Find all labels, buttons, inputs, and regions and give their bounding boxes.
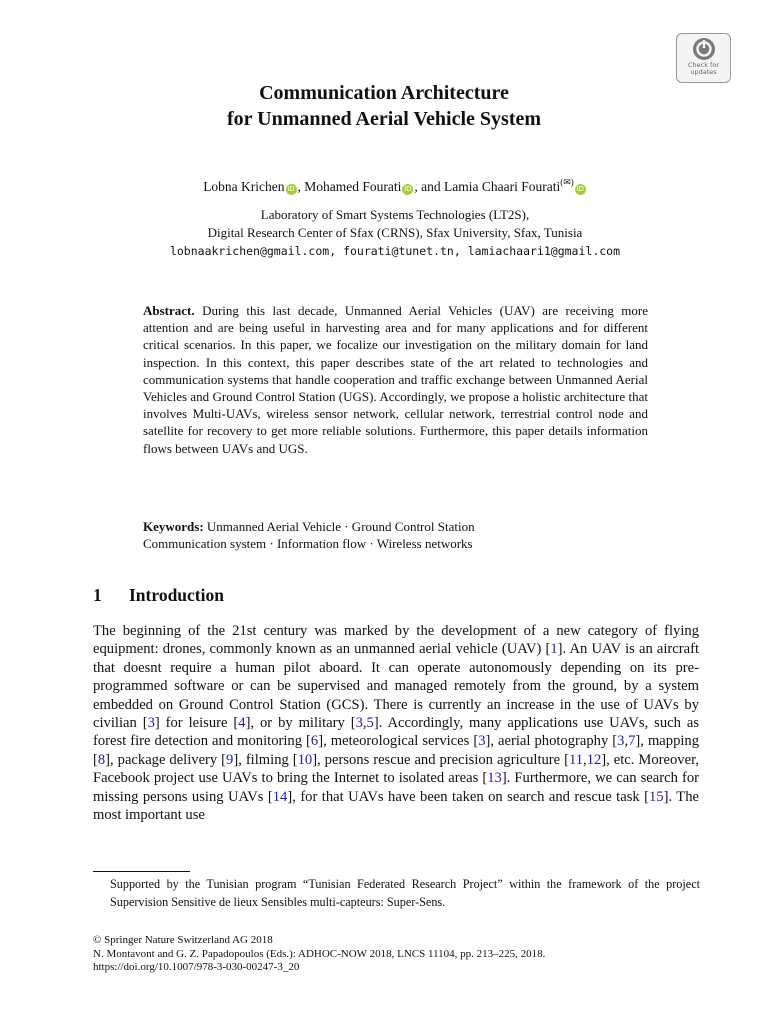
intro-text: ], mapping [ (93, 733, 700, 768)
keywords-label: Keywords: (143, 519, 204, 534)
affiliation (0, 206, 768, 260)
author-list: Lobna Krichen iD , Mohamed Fourati iD , and Lamia Chaari Fourati(✉)iD (203, 177, 584, 194)
email-list: lobnaakrichen@gmail.com, fourati@tunet.tn, lamiachaari1@gmail.com (169, 244, 621, 258)
citation-link[interactable]: 13 (487, 770, 502, 787)
intro-text: , (624, 733, 629, 750)
section-number: 1 (93, 585, 102, 605)
paper-title (0, 80, 768, 132)
orcid-icon[interactable]: iD (576, 185, 584, 193)
intro-text: ]. Furthermore, we can search for missing persons using UAVs [ (93, 770, 699, 805)
intro-text: ], etc. Moreover, Facebook project use UAVs to bring the Internet to isolated areas [ (93, 751, 699, 787)
citation-link[interactable]: 6 (310, 733, 319, 750)
intro-text: ], package delivery [ (105, 751, 227, 768)
author-name: Mohamed Fourati (304, 179, 402, 194)
intro-text: , (583, 751, 587, 768)
footnote: Supported by the Tunisian program “Tunisian Federated Research Project” within the framework of the project Supervision Sensitive de lieux Sensibles multi-capteurs: Super-Sens. (110, 877, 700, 909)
citation-link[interactable]: 15 (649, 788, 664, 805)
citation-link[interactable]: 9 (226, 751, 234, 768)
abstract-label: Abstract. (143, 303, 195, 318)
intro-text: The beginning of the 21st century was marked by the development of a new category of flying equipment: drones, commonly known as an unmanned aerial vehicle (UAV) [ (93, 623, 699, 658)
abstract-text: During this last decade, Unmanned Aerial Vehicles (UAV) are receiving more attention and are being useful in harvesting area and for many applications and for different critical scenarios. In this paper, we focalize our investigation on the military domain for land inspection. In this context, this paper describes state of the art related to technologies and communication systems that handle cooperation and traffic exchange between Unmanned Aerial Vehicles and Ground Control Station (UGS). Accordingly, we propose a holistic architecture that involves Multi-UAVs, wireless sensor network, cellular network, terrestrial control node and satellite for recovery to get more reliable solutions. Furthermore, this paper details information flows between UAVs and UGS. (143, 303, 649, 456)
orcid-icon[interactable]: iD (287, 185, 295, 193)
copyright-line: © Springer Nature Switzerland AG 2018 (93, 934, 273, 946)
check-for-updates-badge[interactable] (676, 33, 731, 83)
section-heading (93, 584, 224, 606)
check-updates-icon (692, 37, 716, 61)
intro-text: ], meteorological services [ (318, 733, 479, 750)
intro-text: , (362, 715, 367, 732)
section-title: Introduction (129, 585, 224, 605)
intro-text: ] for leisure [ (154, 715, 239, 732)
citation-link[interactable]: 3 (478, 733, 486, 750)
affiliation-line-2: Digital Research Center of Sfax (CRNS), Sfax University, Sfax, Tunisia (207, 225, 583, 240)
citation-link[interactable]: 3 (617, 733, 625, 750)
copyright-block (93, 934, 713, 975)
citation-link[interactable]: 4 (238, 715, 246, 732)
citation-link[interactable]: 12 (586, 751, 602, 768)
intro-paragraph (93, 622, 699, 824)
orcid-icon[interactable]: iD (404, 185, 412, 193)
email[interactable]: lobnaakrichen@gmail.com (169, 244, 330, 258)
abstract (143, 302, 648, 457)
email[interactable]: lamiachaari1@gmail.com (467, 244, 621, 258)
volume-info: N. Montavont and G. Z. Papadopoulos (Eds.): ADHOC-NOW 2018, LNCS 11104, pp. 213–225, 2018. (93, 947, 546, 960)
keywords-line-2: Communication system · Information flow · Wireless networks (143, 536, 473, 552)
badge-label-1: Check for (688, 61, 719, 69)
badge-label-2: updates (690, 68, 717, 76)
citation-link[interactable]: 3 (147, 715, 155, 732)
affiliation-line-1: Laboratory of Smart Systems Technologies (LT2S), (260, 207, 530, 222)
intro-text: ]. The most important use (93, 788, 699, 824)
citation-link[interactable]: 14 (272, 788, 288, 805)
citation-link[interactable]: 10 (297, 751, 313, 768)
doi-link[interactable]: https://doi.org/10.1007/978-3-030-00247-3_20 (93, 961, 300, 973)
title-line-2: for Unmanned Aerial Vehicle System (226, 108, 542, 130)
corresponding-mark: (✉) (560, 177, 574, 187)
footnote-divider (93, 871, 190, 872)
intro-text: ], or by military [ (245, 715, 356, 732)
author-name: Lamia Chaari Fourati (444, 179, 561, 194)
citation-link[interactable]: 3 (355, 715, 363, 732)
citation-link[interactable]: 8 (97, 751, 106, 768)
title-line-1: Communication Architecture (259, 82, 509, 104)
citation-link[interactable]: 7 (628, 733, 636, 750)
email[interactable]: fourati@tunet.tn (343, 244, 454, 258)
keywords (143, 518, 648, 552)
intro-text: ]. An UAV is an aircraft that doesnt require a human pilot aboard. It can operate autonomously depending on its pre-programmed software or can be supervised and managed remotely from the ground, by a system embedded on Ground Control Station (GCS). There is currently an increase in the use of UAVs by civilian [ (93, 641, 700, 732)
intro-text: ], persons rescue and precision agriculture [ (312, 751, 569, 768)
citation-link[interactable]: 11 (568, 751, 584, 768)
citation-link[interactable]: 1 (550, 641, 558, 658)
keywords-line-1: Unmanned Aerial Vehicle · Ground Control Station (206, 519, 475, 534)
citation-link[interactable]: 5 (366, 715, 374, 732)
intro-text: ], filming [ (233, 751, 298, 768)
intro-text: ]. Accordingly, many applications use UAVs, such as forest fire detection and monitoring [ (93, 715, 699, 750)
author-name: Lobna Krichen (203, 179, 285, 194)
intro-text: ], for that UAVs have been taken on search and rescue task [ (287, 788, 649, 805)
intro-text: ], aerial photography [ (485, 733, 618, 750)
